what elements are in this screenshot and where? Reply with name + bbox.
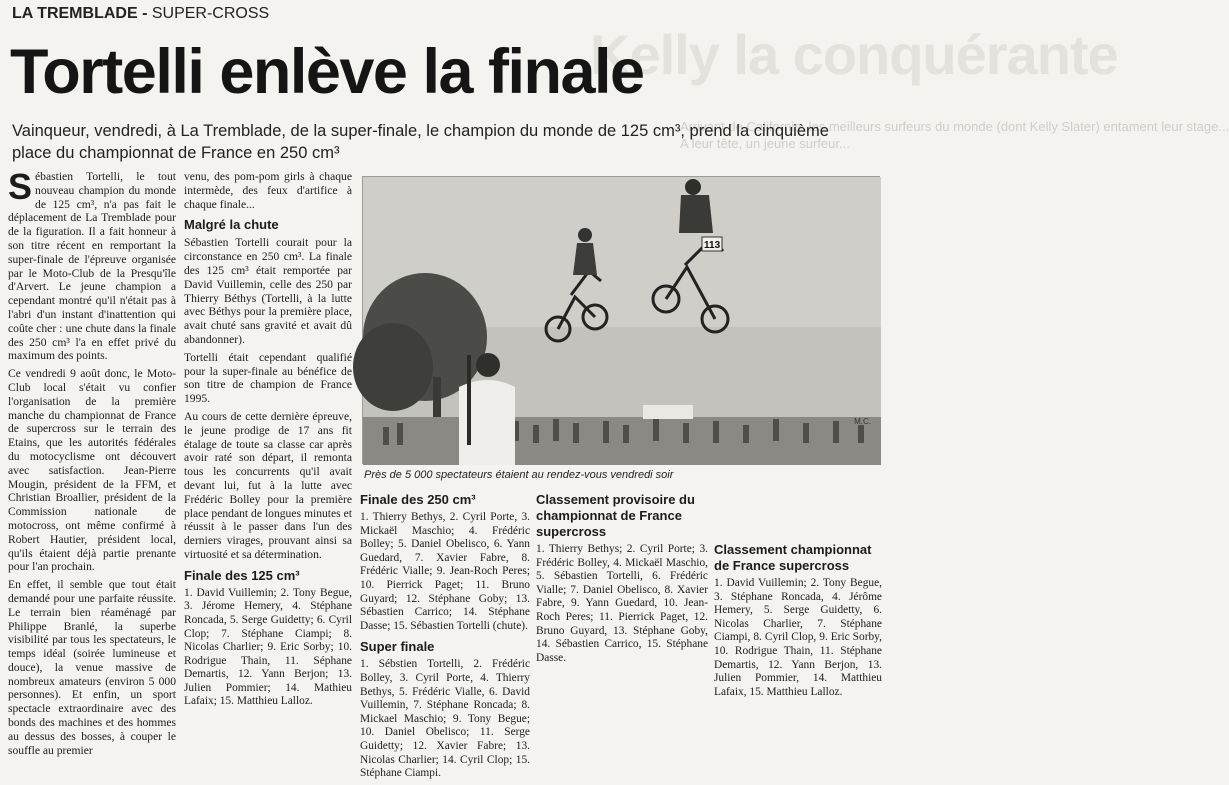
- results-heading-super: Super finale: [360, 639, 435, 655]
- photo: [362, 176, 880, 464]
- article-column-1: [8, 166, 176, 761]
- rubric-location: LA TREMBLADE: [12, 5, 138, 22]
- results-column-4: [536, 492, 708, 669]
- article-paragraph: Ce vendredi 9 août donc, le Moto-Club local s'était vu confier l'organisation de la première manche du championnat de France de supercross sur le terrain des Etains, que les autorités fédérales du motocyclisme ont découvert avec satisfaction. Jean-Pierre Mougin, président de la FFM, et Christian Broallier, président de la Commission nationale de motocross, ont même confirmé à Robert Hautier, président local, qu'ils étaient déjà partie prenante pour l'an prochain.: [8, 367, 176, 574]
- results-championship: 1. David Vuillemin; 2. Tony Begue, 3. Stéphane Roncada, 4. Jérôme Hemery, 5. Serge Guidetty, 6. Nicolas Charlier, 7. Stéphane Ciampi, 8. Cyril Clop, 9. Eric Sorby, 10. Rodrigue Thain, 11. Stéphane Demartis, 12. Yann Berjon, 13. Julien Pommier, 14. Matthieu Lafaix, 15. Matthieu Lalloz.: [714, 577, 882, 698]
- results-column-3: [360, 492, 530, 785]
- rubric: [12, 5, 269, 23]
- results-super: 1. Sébstien Tortelli, 2. Frédéric Bolley, 3. Cyril Porte, 4. Thierry Bethys, 5. Frédéric Vialle, 6. David Vuillemin, 7. Stéphane Roncada; 8. Mickael Maschio; 9. Tony Begue; 10. Daniel Obelisco; 11. Serge Guidetty; 12. Xavier Fabre; 13. Nicolas Charlier; 14. Cyril Clop; 15. Stéphane Ciampi.: [360, 658, 530, 780]
- results-125: 1. David Vuillemin; 2. Tony Begue, 3. Jérome Hemery, 4. Stéphane Roncada, 5. Serge Guidetty; 6. Cyril Clop; 7. Stéphane Ciampi; 8. Nicolas Charlier; 9. Eric Sorby; 10. Rodrigue Thain, 11. Séphane Demartis, 12. Yann Berjon; 13. Julien Pommier; 14. Mathieu Lafaix; 15. Matthieu Lalloz.: [184, 586, 352, 708]
- article-paragraph: Sébastien Tortelli courait pour la circonstance en 250 cm³. La finale des 125 cm³ était remportée par David Vuillemin, celle des 250 par Thierry Béthys (Tortelli, à la lutte avec Béthys pour la première place, avait chuté sans gravité et avait dû abandonner).: [184, 236, 352, 346]
- subheading: Malgré la chute: [184, 217, 279, 233]
- article-paragraph: Au cours de cette dernière épreuve, le jeune prodige de 17 ans fit étalage de toute sa classe car après avoir raté son départ, il remonta tous les concurrents qu'il avait devant lui, fut à la lutte avec Frédéric Bolley pour la première place pendant de longues minutes et réussit à le passer dans l'un des derniers virages, prouvant ainsi sa virtuosité et sa détermination.: [184, 409, 352, 561]
- results-heading-championship: Classement championnat de France supercross: [714, 542, 872, 573]
- bike-number: 113: [704, 240, 721, 251]
- article-paragraph: venu, des pom-pom girls à chaque intermède, des feux d'artifice à chaque finale...: [184, 170, 352, 211]
- results-250: 1. Thierry Bethys, 2. Cyril Porte, 3. Mickaël Maschio; 4. Frédéric Bolley; 5. Daniel Obelisco, 6. Yann Guedard, 7. Xavier Fabre, 8. Frédéric Vialle; 9. Jean-Roch Peres; 10. Pierrick Paget; 11. Bruno Guyard; 12. Stéphane Goby; 13. Sébastien Carrico; 14. Stéphane Dasse; 15. Sébastien Tortelli (chute).: [360, 511, 530, 632]
- background-headline: Kelly la conquérante: [590, 23, 1118, 86]
- background-subtext: Arrivant de Californie, les meilleurs surfeurs du monde (dont Kelly Slater) entament leur stage... A leur tête, un jeune surfeur...: [680, 119, 1229, 151]
- results-heading-provisional: Classement provisoire du championnat de France supercross: [536, 492, 695, 539]
- article-column-2: [184, 170, 352, 713]
- rubric-section: SUPER-CROSS: [151, 5, 270, 22]
- results-provisional: 1. Thierry Bethys; 2. Cyril Porte; 3. Frédéric Bolley, 4. Mickaël Maschio, 5. Sébastien Tortelli, 6. Frédéric Vialle; 7. Daniel Obelisco, 8. Xavier Fabre, 9. Yann Guedard, 10. Jean-Roch Peres; 11. Pierrick Paget, 12. Bruno Guyard, 13. Stéphane Goby, 14. Sébastien Carrico, 15. Stéphane Dasse.: [536, 543, 708, 664]
- article-paragraph: Tortelli était cependant qualifié pour la super-finale au bénéfice de son titre de champion de France 1995.: [184, 350, 352, 406]
- results-column-5: [714, 492, 882, 703]
- article-paragraph: [8, 166, 176, 363]
- dropcap: S: [8, 166, 33, 207]
- photo-illustration: [363, 177, 881, 465]
- rubric-separator: -: [137, 5, 152, 22]
- paragraph-text: ébastien Tortelli, le tout nouveau champion du monde de 125 cm³, n'a pas fait le déplacement de La Tremblade pour de la figuration. Il a fait honneur à son titre récent en remportant la super-finale de l'épreuve organisée par le Moto-Club de la Presqu'île d'Arvert. Le jeune champion a cependant montré qu'il n'était pas à l'abri d'un instant d'inattention qui coûte cher : une chute dans la finale des 250 cm³ l'a en effet privé du maximum des points.: [8, 170, 176, 363]
- photo-caption: Près de 5 000 spectateurs étaient au rendez-vous vendredi soir: [364, 469, 674, 481]
- results-heading-125: Finale des 125 cm³: [184, 567, 300, 583]
- article-paragraph: En effet, il semble que tout était demandé pour une parfaite réussite. Le terrain bien réaménagé par Philippe Branlé, la superbe visibilité par tous les spectateurs, le temps idéal (soirée lumineuse et douce), la venue massive de nombreux amateurs (environ 5 000 personnes). Et enfin, un sport spectacle extraordinaire avec des bonds des machines et des hommes au dessus des bosses, à couper le souffle au premier: [8, 578, 176, 757]
- photo-credit: M.C.: [854, 417, 871, 426]
- standfirst: Vainqueur, vendredi, à La Tremblade, de la super-finale, le champion du monde de 125 cm³, prend la cinquième place du championnat de France en 250 cm³: [12, 122, 829, 162]
- results-heading-250: Finale des 250 cm³: [360, 492, 476, 507]
- headline: Tortelli enlève la finale: [10, 37, 644, 107]
